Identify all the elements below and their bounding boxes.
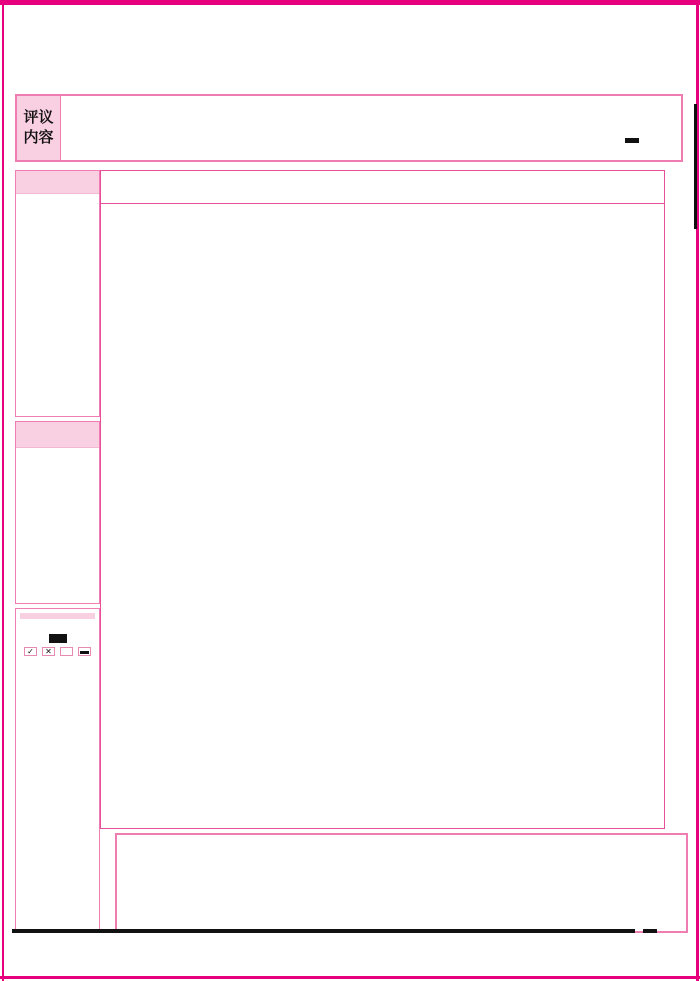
bad-fill-examples [16, 647, 99, 656]
frame-left [2, 0, 4, 981]
notes-body [16, 623, 99, 629]
bad-example-halffill-icon [78, 647, 91, 656]
footer-rule [12, 929, 635, 933]
occupation-section [15, 170, 100, 417]
evaluation-content-lines [61, 96, 681, 160]
good-fill-example [49, 634, 67, 643]
bad-example-empty-icon [60, 647, 73, 656]
bad-example-check-icon: ✓ [24, 647, 37, 656]
evaluation-content-label: 评议 内容 [17, 96, 61, 160]
frame-top [0, 0, 700, 5]
suggestion-box[interactable] [115, 833, 688, 933]
table-header [101, 171, 664, 204]
occupation-header [16, 171, 99, 194]
frame-bottom [0, 976, 700, 979]
evaluation-content-box [15, 94, 683, 162]
bad-example-cross-icon: ✕ [42, 647, 55, 656]
sync-mark [625, 138, 639, 143]
footer-rule-dash [643, 929, 657, 933]
evaluation-table [100, 170, 665, 829]
right-black-bar [694, 104, 697, 229]
notes-section [15, 608, 100, 930]
notes-header [20, 613, 95, 619]
residence-section [15, 421, 100, 604]
suggestion-prompt [117, 835, 686, 849]
residence-header [16, 422, 99, 448]
